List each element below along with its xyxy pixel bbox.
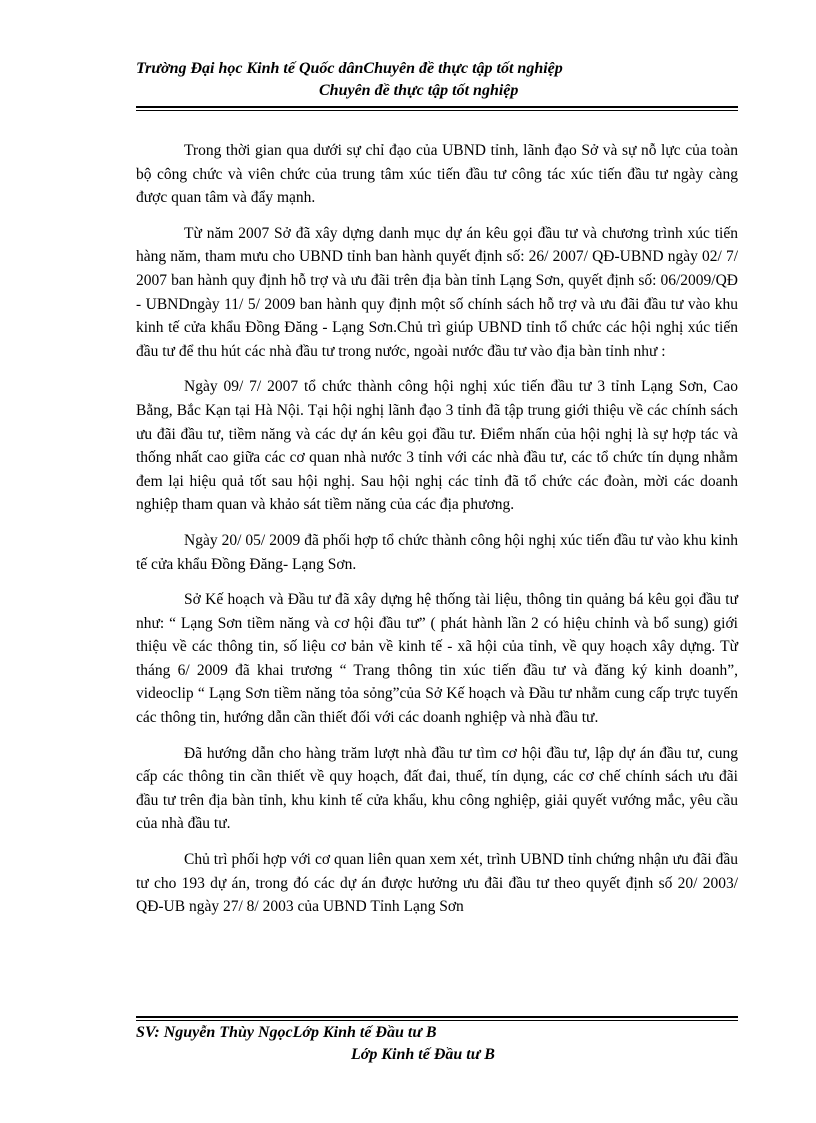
footer-rule-top — [136, 1016, 738, 1018]
page-footer — [136, 1022, 736, 1066]
paragraph-1: Trong thời gian qua dưới sự chỉ đạo của UBND tỉnh, lãnh đạo Sở và sự nỗ lực của toàn bộ công chức và viên chức của trung tâm xúc tiến đầu tư công tác xúc tiến đầu tư ngày càng được quan tâm và đẩy mạnh. — [136, 142, 738, 207]
page-header — [136, 58, 736, 102]
header-title-line: Trường Đại học Kinh tế Quốc dânChuyên đề thực tập tốt nghiệp — [136, 60, 563, 77]
paragraph-5: Sở Kế hoạch và Đầu tư đã xây dựng hệ thống tài liệu, thông tin quảng bá kêu gọi đầu tư như: “ Lạng Sơn tiềm năng và cơ hội đầu tư” ( phát hành lần 2 có hiệu chỉnh và bổ sung) giới thiệu về các thông tin, số liệu cơ bản về kinh tế - xã hội của tỉnh, về quy hoạch xây dựng. Từ tháng 6/ 2009 đã khai trương “ Trang thông tin xúc tiến đầu tư và đăng ký kinh doanh”, videoclip “ Lạng Sơn tiềm năng tỏa sỏng”của Sở Kế hoạch và Đầu tư nhằm cung cấp trực tuyến các thông tin, hướng dẫn cần thiết đối với các doanh nghiệp và nhà đầu tư. — [136, 591, 738, 727]
paragraph-4: Ngày 20/ 05/ 2009 đã phối hợp tổ chức thành công hội nghị xúc tiến đầu tư vào khu kinh tế cửa khẩu Đồng Đăng- Lạng Sơn. — [136, 531, 738, 573]
paragraph-2: Từ năm 2007 Sở đã xây dựng danh mục dự án kêu gọi đầu tư và chương trình xúc tiến hàng năm, tham mưu cho UBND tỉnh ban hành quyết định số: 26/ 2007/ QĐ-UBND ngày 02/ 7/ 2007 ban hành quy định hỗ trợ và ưu đãi trên địa bàn tỉnh Lạng Sơn, quyết định số: 06/2009/QĐ - UBNDngày 11/ 5/ 2009 ban hành quy định một số chính sách hỗ trợ và ưu đãi đầu tư vào khu kinh tế cửa khẩu Đồng Đăng - Lạng Sơn.Chủ trì giúp UBND tỉnh tổ chức các hội nghị xúc tiến đầu tư để thu hút các nhà đầu tư trong nước, ngoài nước đầu tư vào địa bàn tỉnh như : — [136, 224, 738, 360]
header-rule-top — [136, 106, 738, 108]
paragraph-7: Chủ trì phối hợp với cơ quan liên quan xem xét, trình UBND tỉnh chứng nhận ưu đãi đầu tư cho 193 dự án, trong đó các dự án được hưởng ưu đãi đầu tư theo quyết định số 20/ 2003/ QĐ-UB ngày 27/ 8/ 2003 của UBND Tỉnh Lạng Sơn — [136, 851, 738, 916]
footer-rule-bottom — [136, 1020, 738, 1021]
header-subtitle-line: Chuyên đề thực tập tốt nghiệp — [319, 82, 519, 99]
document-body — [136, 139, 738, 931]
paragraph-6: Đã hướng dẫn cho hàng trăm lượt nhà đầu tư tìm cơ hội đầu tư, lập dự án đầu tư, cung cấp các thông tin cần thiết về quy hoạch, đất đai, thuế, tín dụng, các cơ chế chính sách ưu đãi đầu tư trên địa bàn tỉnh, khu kinh tế cửa khẩu, khu công nghiệp, giải quyết vướng mắc, yêu cầu của nhà đầu tư. — [136, 744, 738, 833]
header-rule-bottom — [136, 110, 738, 111]
footer-class-line: Lớp Kinh tế Đầu tư B — [351, 1046, 495, 1063]
paragraph-3: Ngày 09/ 7/ 2007 tổ chức thành công hội nghị xúc tiến đầu tư 3 tỉnh Lạng Sơn, Cao Bằng, Bắc Kạn tại Hà Nội. Tại hội nghị lãnh đạo 3 tỉnh đã tập trung giới thiệu về các chính sách ưu đãi đầu tư, tiềm năng và các dự án kêu gọi đầu tư. Điểm nhấn của hội nghị là sự hợp tác và thống nhất cao giữa các cơ quan nhà nước 3 tỉnh với các nhà đầu tư, các tổ chức tín dụng nhằm đem lại hiệu quả tốt sau hội nghị. Sau hội nghị các tỉnh đã tổ chức các đoàn, mời các doanh nghiệp tham quan và khảo sát tiềm năng của các địa phương. — [136, 378, 738, 514]
footer-student-line: SV: Nguyễn Thùy NgọcLớp Kinh tế Đầu tư B — [136, 1024, 437, 1041]
